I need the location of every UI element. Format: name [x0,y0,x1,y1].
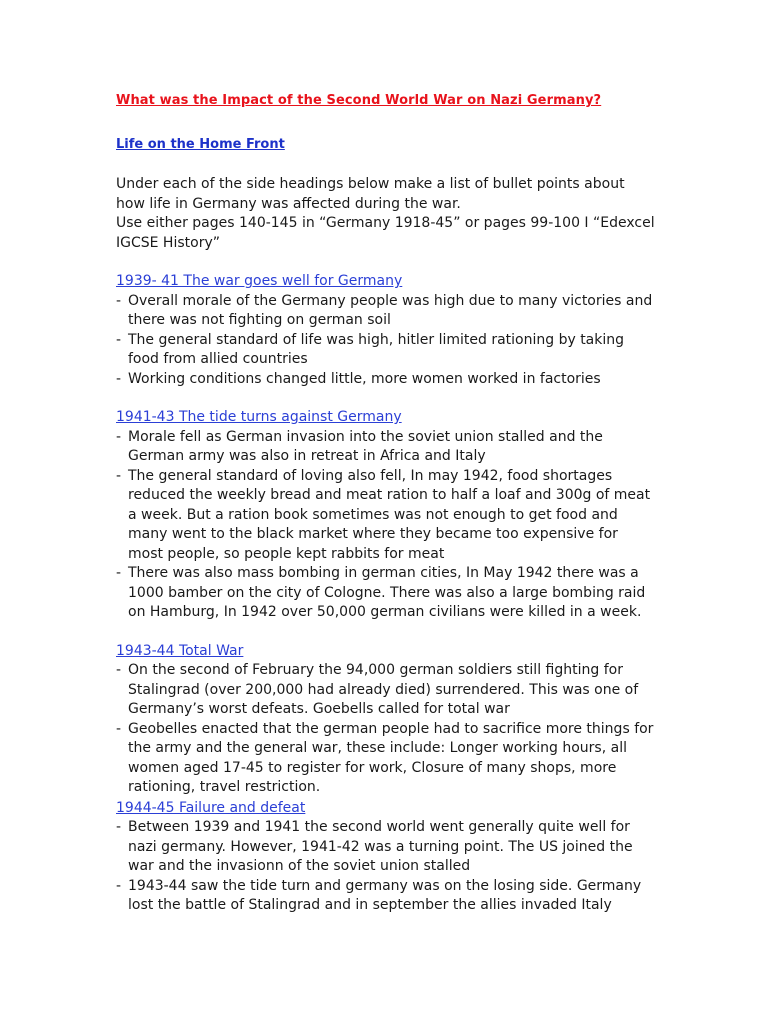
bullet-list [116,661,656,798]
bullet-point: - There was also mass bombing in german cities, In May 1942 there was a 1000 bamber on the city of Cologne. There was also a large bombing raid on Hamburg, In 1942 over 50,000 german civilians were killed in a week. [116,564,656,623]
bullet-list [116,428,656,623]
bullet-point: - Between 1939 and 1941 the second world went generally quite well for nazi germany. However, 1941-42 was a turning point. The US joined the war and the invasionn of the soviet union stalled [116,818,656,877]
document-content [116,91,656,916]
bullet-point: - 1943-44 saw the tide turn and germany was on the losing side. Germany lost the battle of Stalingrad and in september the allies invaded Italy [116,877,656,916]
bullet-point: - The general standard of loving also fell, In may 1942, food shortages reduced the weekly bread and meat ration to half a loaf and 300g of meat a week. But a ration book sometimes was not enough to get food and many went to the black market where they became too expensive for most people, so people kept rabbits for meat [116,467,656,565]
intro-paragraph: Under each of the side headings below make a list of bullet points about how life in Germany was affected during the war. [116,176,625,212]
section-1943-44 [116,642,656,798]
bullet-list [116,292,656,390]
bullet-point: - Overall morale of the Germany people was high due to many victories and there was not fighting on german soil [116,292,656,331]
bullet-point: - Morale fell as German invasion into the soviet union stalled and the German army was also in retreat in Africa and Italy [116,428,656,467]
intro-block [116,175,656,253]
bullet-point: - The general standard of life was high, hitler limited rationing by taking food from allied countries [116,331,656,370]
section-heading: 1939- 41 The war goes well for Germany [116,273,403,289]
section-1941-43 [116,408,656,623]
section-heading: 1943-44 Total War [116,642,244,659]
document-subtitle: Life on the Home Front [116,136,285,152]
bullet-point: - Working conditions changed little, more women worked in factories [116,370,656,390]
document-title: What was the Impact of the Second World War on Nazi Germany? [116,93,602,108]
intro-paragraph: Use either pages 140-145 in “Germany 1918-45” or pages 99-100 I “Edexcel IGCSE History” [116,215,655,251]
section-heading: 1941-43 The tide turns against Germany [116,409,402,425]
section-1939-41 [116,272,656,389]
bullet-point: - Geobelles enacted that the german people had to sacrifice more things for the army and the general war, these include: Longer working hours, all women aged 17-45 to register for work, Closure of many shops, more rationing, travel restriction. [116,720,656,798]
section-1944-45 [116,799,656,916]
bullet-list [116,818,656,916]
section-heading: 1944-45 Failure and defeat [116,799,306,816]
bullet-point: - On the second of February the 94,000 german soldiers still fighting for Stalingrad (over 200,000 had already died) surrendered. This was one of Germany’s worst defeats. Goebells called for total war [116,661,656,720]
